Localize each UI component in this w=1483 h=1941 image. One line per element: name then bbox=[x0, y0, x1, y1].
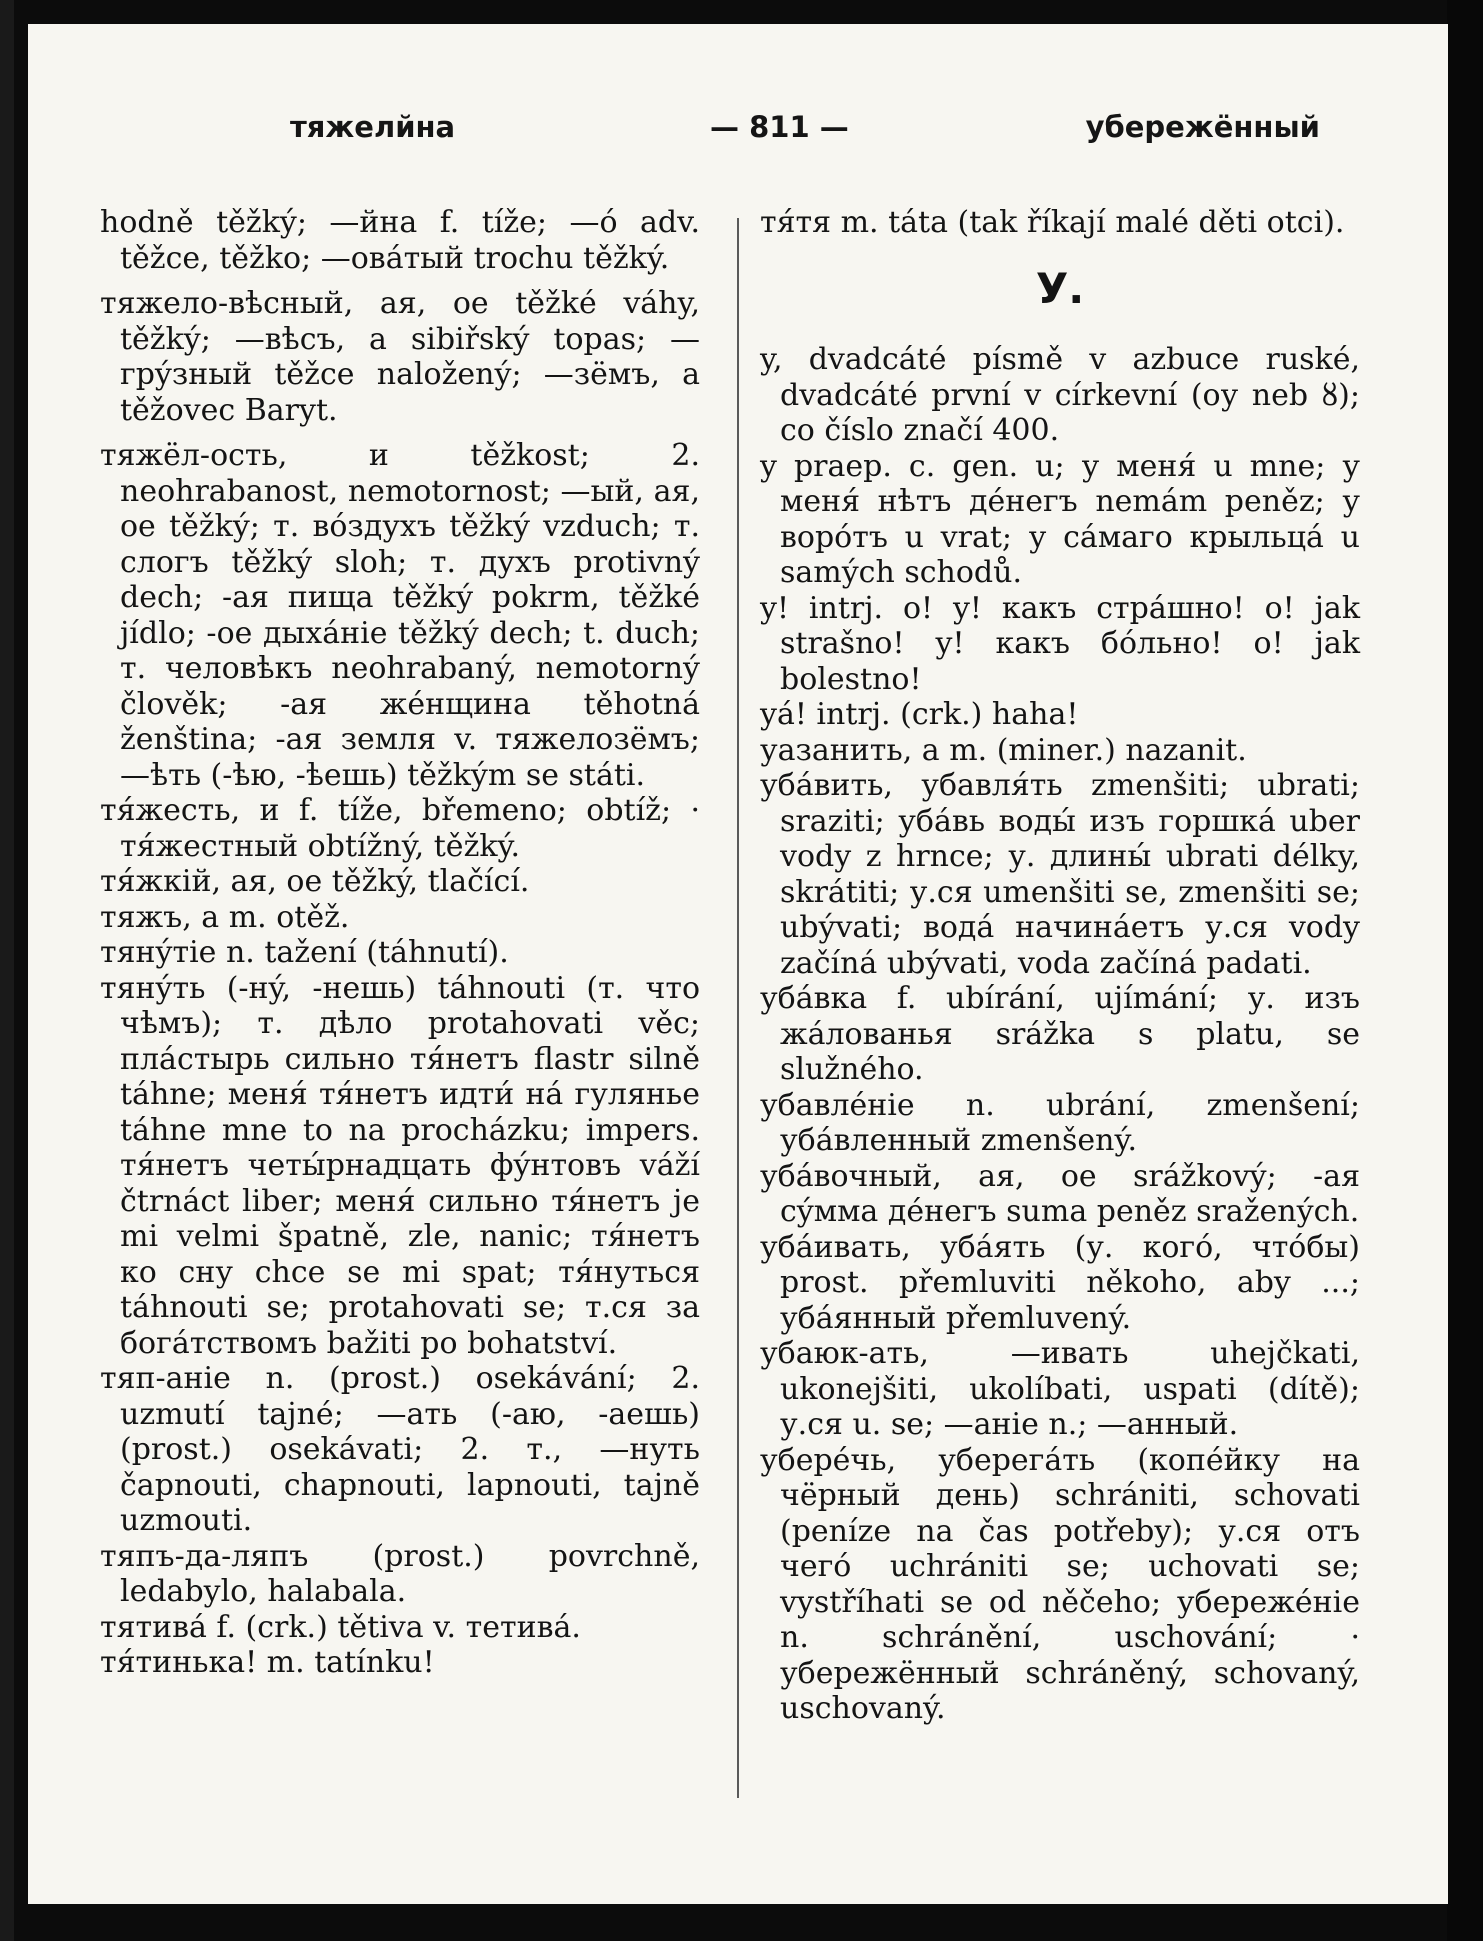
dictionary-entry: тя́жесть, и f. tíže, břemeno; obtíž; · тя́жестный obtížný, těžký. bbox=[100, 793, 700, 864]
dictionary-entry: убáвка f. ubírání, ujímání; у. изъ жáлованья srážka s platu, se služného. bbox=[760, 981, 1360, 1087]
dictionary-entry: тя́жкій, ая, ое těžký, tlačící. bbox=[100, 864, 530, 899]
dictionary-entry: уазанить, а m. (miner.) nazanit. bbox=[760, 732, 1247, 768]
dictionary-entry: y, dvadcáté písmě v azbuce ruské, dvadcáté první v církevní (оу neb ȣ); co číslo značí 400. bbox=[760, 342, 1360, 448]
scan-left-edge bbox=[0, 0, 14, 1941]
dictionary-entry: тяжело-вѣсный, ая, ое těžké váhy, těžký; —вѣсъ, a sibiřský topas; —грýзный těžce naložený; —зёмъ, a těžovec Baryt. bbox=[100, 286, 700, 428]
right-column bbox=[760, 205, 1360, 1727]
dictionary-entry: тяжъ, a m. otěž. bbox=[100, 899, 350, 935]
header-last-word: убережённый bbox=[1085, 110, 1320, 144]
header-first-word: тяжелйна bbox=[290, 110, 456, 144]
dictionary-entry: тянýтіе n. tažení (táhnutí). bbox=[100, 935, 509, 970]
dictionary-entry: тяп-аніе n. (prost.) osekávání; 2. uzmutí tajné; —ать (-аю, -аешь) (prost.) osekávati; 2. т., —нуть čapnouti, chapnouti, lapnouti, tajně uzmouti. bbox=[100, 1361, 700, 1538]
dictionary-entry: убаюк-ать, —ивать uhejčkati, ukonejšiti, ukolíbati, uspati (dítě); у.ся u. se; —аніе n.; —анный. bbox=[760, 1336, 1360, 1442]
dictionary-entry: y praep. c. gen. u; у меня́ u mne; у меня́ нѣтъ дéнегъ nemám peněz; у ворóтъ u vrat; у сáмаго крыльцá u samých schodů. bbox=[760, 448, 1360, 590]
dictionary-entry: yá! intrj. (crk.) haha! bbox=[760, 697, 1079, 732]
dictionary-entry: тя́тя m. táta (tak říkají malé děti otci). bbox=[760, 205, 1345, 240]
scan-right-edge bbox=[1447, 0, 1483, 1941]
column-divider bbox=[737, 218, 739, 1798]
dictionary-entry: убáивать, убáять (у. когó, чтóбы) prost. přemluviti někoho, aby ...; убáянный přemluvený. bbox=[760, 1229, 1360, 1336]
section-letter: У. bbox=[1035, 263, 1085, 313]
left-column bbox=[100, 205, 700, 1681]
dictionary-entry: убáвить, убавля́ть zmenšiti; ubrati; sraziti; убáвь воды́ изъ горшкá uber vody z hrnce; у. длины́ ubrati délky, skrátiti; у.ся umenšiti se, zmenšiti se; ubývati; водá начинáетъ у.ся vody začíná ubývati, voda začíná padati. bbox=[760, 768, 1360, 981]
dictionary-entry: тянýть (-нý, -нешь) táhnouti (т. что чѣмъ); т. дѣло protahovati věc; плáстырь сильно тя́нетъ flastr silně táhne; меня́ тя́нетъ идти́ на́ гулянье táhne mne to na procházku; impers. тя́нетъ четы́рнадцать фýнтовъ váží čtrnáct liber; меня́ сильно тя́нетъ je mi velmi špatně, zle, nanic; тя́нетъ ко сну chce se mi spat; тя́нуться táhnouti se; protahovati se; т.ся за богáтствомъ bažiti po bohatství. bbox=[100, 970, 700, 1361]
dictionary-entry: тяжёл-ость, и těžkost; 2. neohrabanost, nemotornost; —ый, ая, ое těžký; т. вóздухъ těžký vzduch; т. слогъ těžký sloh; т. духъ protivný dech; -ая пища těžký pokrm, těžké jídlo; -ое дыхáніе těžký dech; t. duch; т. человѣкъ neohrabaný, nemotorný člověk; -ая жéнщина těhotná ženština; -ая земля v. тяжелозёмъ; —ѣть (-ѣю, -ѣешь) těžkým se státi. bbox=[100, 438, 700, 793]
dictionary-entry: hodně těžký; —йна f. tíže; —ó adv. těžce, těžko; —овáтый trochu těžký. bbox=[100, 205, 700, 276]
dictionary-entry: тяпъ-да-ляпъ (prost.) povrchně, ledabylo, halabala. bbox=[100, 1538, 700, 1609]
dictionary-entry: тя́тинька! m. tatínku! bbox=[100, 1645, 435, 1680]
dictionary-entry: тятивá f. (crk.) tětiva v. тетивá. bbox=[100, 1609, 581, 1645]
page-number: — 811 — bbox=[710, 110, 849, 144]
page-header bbox=[80, 110, 1380, 160]
dictionary-entry: убавлéніе n. ubrání, zmenšení; убáвленный zmenšený. bbox=[760, 1087, 1360, 1158]
dictionary-entry: уберéчь, уберегáть (копéйку на чёрный день) schrániti, schovati (peníze na čas potřeby); у.ся отъ чегó uchrániti se; uchovati se; vystříhati se od něčeho; убережéніе n. schránění, uschování; · убережённый schráněný, schovaný, uschovaný. bbox=[760, 1442, 1360, 1726]
dictionary-entry: y! intrj. o! y! какъ стрáшно! o! jak strašno! y! какъ бóльно! o! jak bolestno! bbox=[760, 590, 1360, 697]
dictionary-entry: убáвочный, ая, ое srážkový; -ая сýмма дéнегъ suma peněz sražených. bbox=[760, 1158, 1360, 1229]
